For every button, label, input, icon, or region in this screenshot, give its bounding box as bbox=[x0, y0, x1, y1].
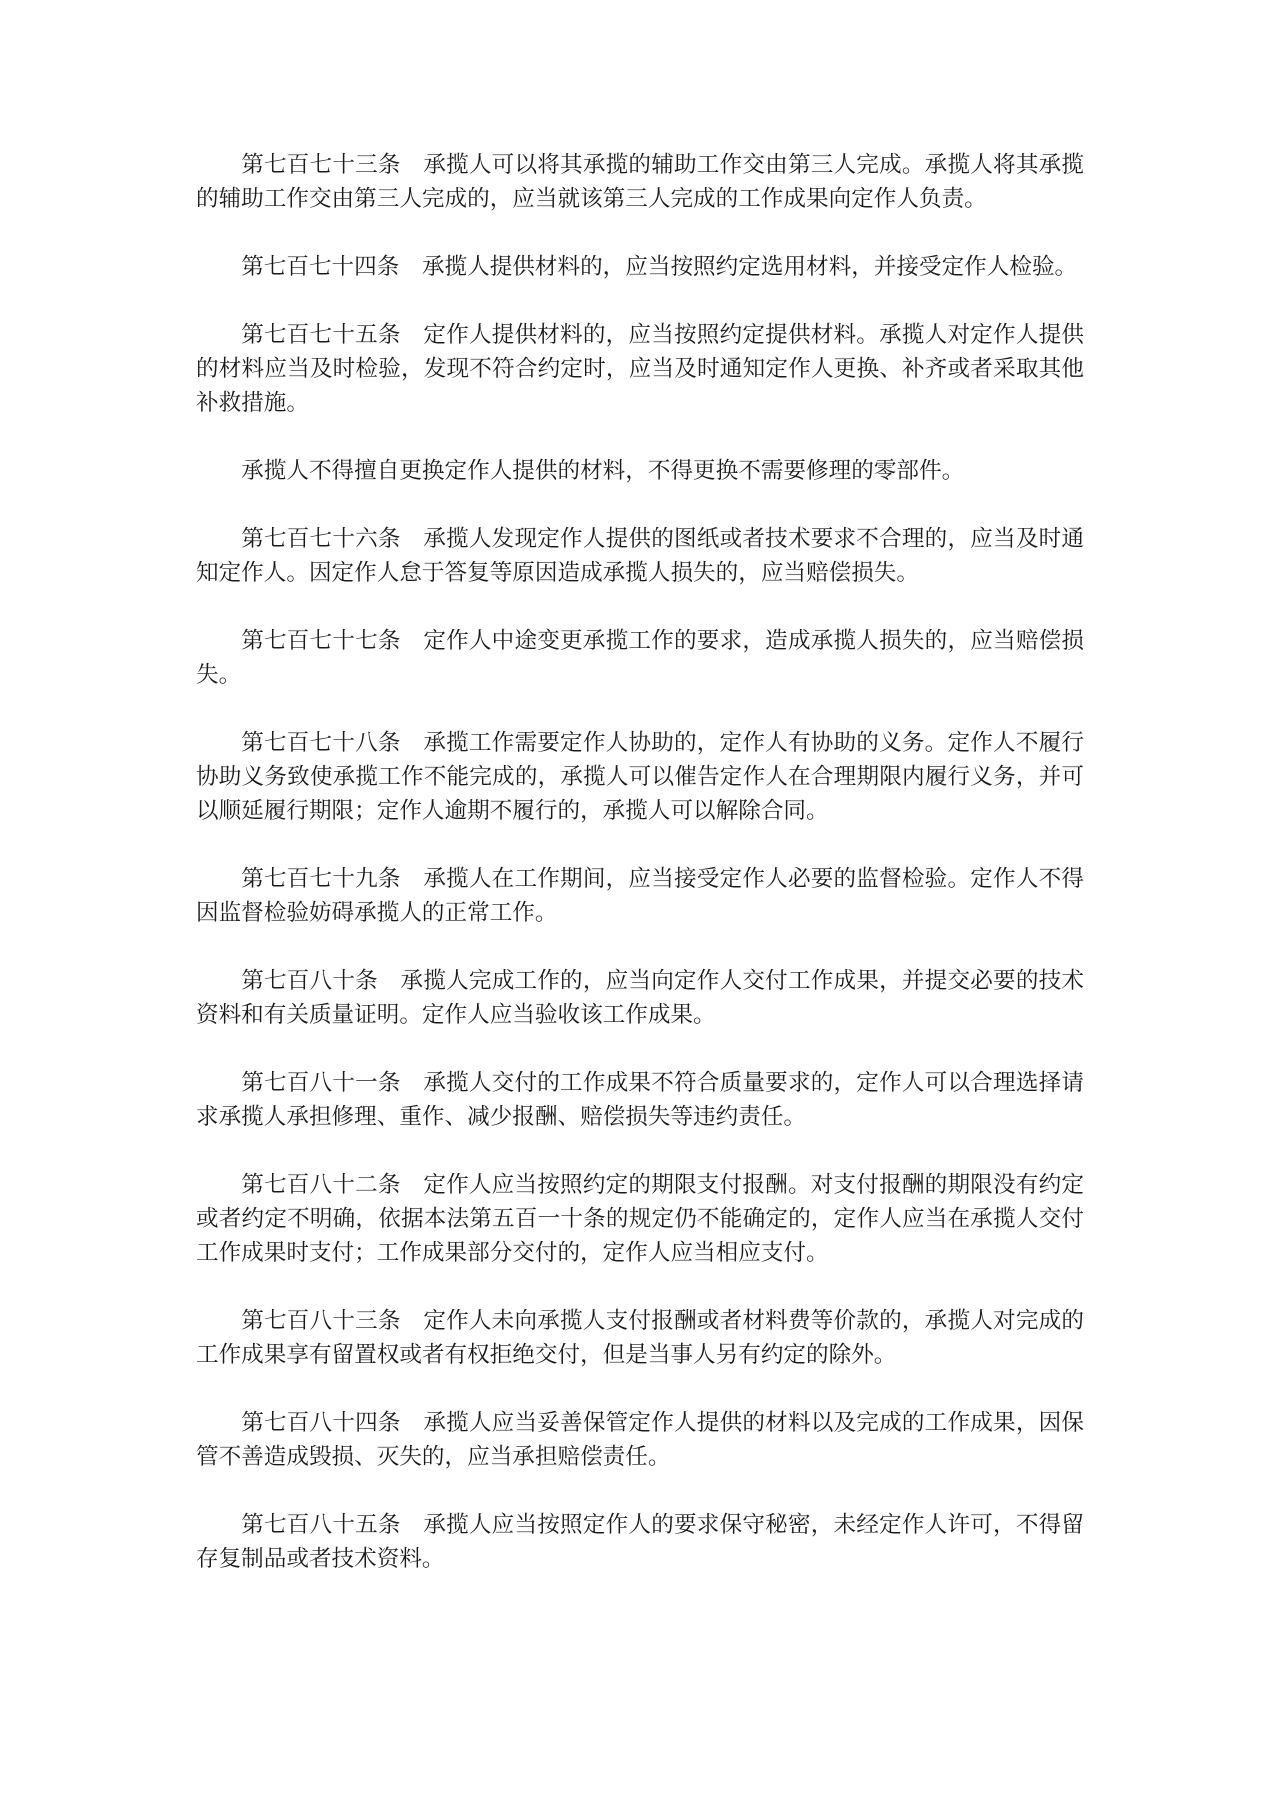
article-text: 定作人中途变更承揽工作的要求，造成承揽人损失的，应当赔偿损失。 bbox=[196, 628, 1085, 688]
article-number: 第七百八十一条 bbox=[241, 1070, 401, 1096]
article-number: 第七百七十六条 bbox=[241, 526, 401, 552]
article-text: 承揽人在工作期间，应当接受定作人必要的监督检验。定作人不得因监督检验妨碍承揽人的正常工作。 bbox=[196, 866, 1085, 926]
article-number: 第七百七十四条 bbox=[241, 254, 400, 280]
article-number: 第七百八十四条 bbox=[241, 1410, 401, 1436]
article-text: 承揽工作需要定作人协助的，定作人有协助的义务。定作人不履行协助义务致使承揽工作不能完成的，承揽人可以催告定作人在合理期限内履行义务，并可以顺延履行期限；定作人逾期不履行的，承揽人可以解除合同。 bbox=[196, 730, 1085, 824]
article-777 bbox=[196, 624, 1084, 692]
article-number: 第七百八十条 bbox=[241, 968, 378, 994]
article-774 bbox=[196, 250, 1084, 284]
article-773 bbox=[196, 148, 1084, 216]
article-text: 承揽人可以将其承揽的辅助工作交由第三人完成。承揽人将其承揽的辅助工作交由第三人完成的，应当就该第三人完成的工作成果向定作人负责。 bbox=[196, 152, 1085, 212]
article-text: 定作人应当按照约定的期限支付报酬。对支付报酬的期限没有约定或者约定不明确，依据本法第五百一十条的规定仍不能确定的，定作人应当在承揽人交付工作成果时支付；工作成果部分交付的，定作人应当相应支付。 bbox=[196, 1172, 1085, 1266]
article-775 bbox=[196, 318, 1084, 420]
article-number: 第七百八十二条 bbox=[241, 1172, 401, 1198]
article-number: 第七百七十三条 bbox=[241, 152, 401, 178]
article-784 bbox=[196, 1406, 1084, 1474]
article-text: 承揽人提供材料的，应当按照约定选用材料，并接受定作人检验。 bbox=[421, 254, 1078, 280]
article-number: 第七百七十七条 bbox=[241, 628, 401, 654]
article-text: 承揽人不得擅自更换定作人提供的材料，不得更换不需要修理的零部件。 bbox=[241, 458, 965, 484]
article-text: 定作人提供材料的，应当按照约定提供材料。承揽人对定作人提供的材料应当及时检验，发现不符合约定时，应当及时通知定作人更换、补齐或者采取其他补救措施。 bbox=[196, 322, 1085, 416]
article-text: 定作人未向承揽人支付报酬或者材料费等价款的，承揽人对完成的工作成果享有留置权或者有权拒绝交付，但是当事人另有约定的除外。 bbox=[196, 1308, 1085, 1368]
article-text: 承揽人交付的工作成果不符合质量要求的，定作人可以合理选择请求承揽人承担修理、重作、减少报酬、赔偿损失等违约责任。 bbox=[196, 1070, 1085, 1130]
document-page bbox=[196, 148, 1084, 1610]
article-778 bbox=[196, 726, 1084, 828]
article-775-paragraph-2 bbox=[196, 454, 1084, 488]
article-text: 承揽人发现定作人提供的图纸或者技术要求不合理的，应当及时通知定作人。因定作人怠于答复等原因造成承揽人损失的，应当赔偿损失。 bbox=[196, 526, 1085, 586]
article-780 bbox=[196, 964, 1084, 1032]
article-text: 承揽人应当按照定作人的要求保守秘密，未经定作人许可，不得留存复制品或者技术资料。 bbox=[196, 1512, 1085, 1572]
article-number: 第七百八十三条 bbox=[241, 1308, 401, 1334]
article-number: 第七百七十五条 bbox=[241, 322, 401, 348]
article-number: 第七百八十五条 bbox=[241, 1512, 401, 1538]
article-782 bbox=[196, 1168, 1084, 1270]
article-781 bbox=[196, 1066, 1084, 1134]
article-text: 承揽人完成工作的，应当向定作人交付工作成果，并提交必要的技术资料和有关质量证明。定作人应当验收该工作成果。 bbox=[196, 968, 1085, 1028]
article-779 bbox=[196, 862, 1084, 930]
article-783 bbox=[196, 1304, 1084, 1372]
article-number: 第七百七十九条 bbox=[241, 866, 401, 892]
article-number: 第七百七十八条 bbox=[241, 730, 401, 756]
article-776 bbox=[196, 522, 1084, 590]
article-text: 承揽人应当妥善保管定作人提供的材料以及完成的工作成果，因保管不善造成毁损、灭失的，应当承担赔偿责任。 bbox=[196, 1410, 1085, 1470]
article-785 bbox=[196, 1508, 1084, 1576]
